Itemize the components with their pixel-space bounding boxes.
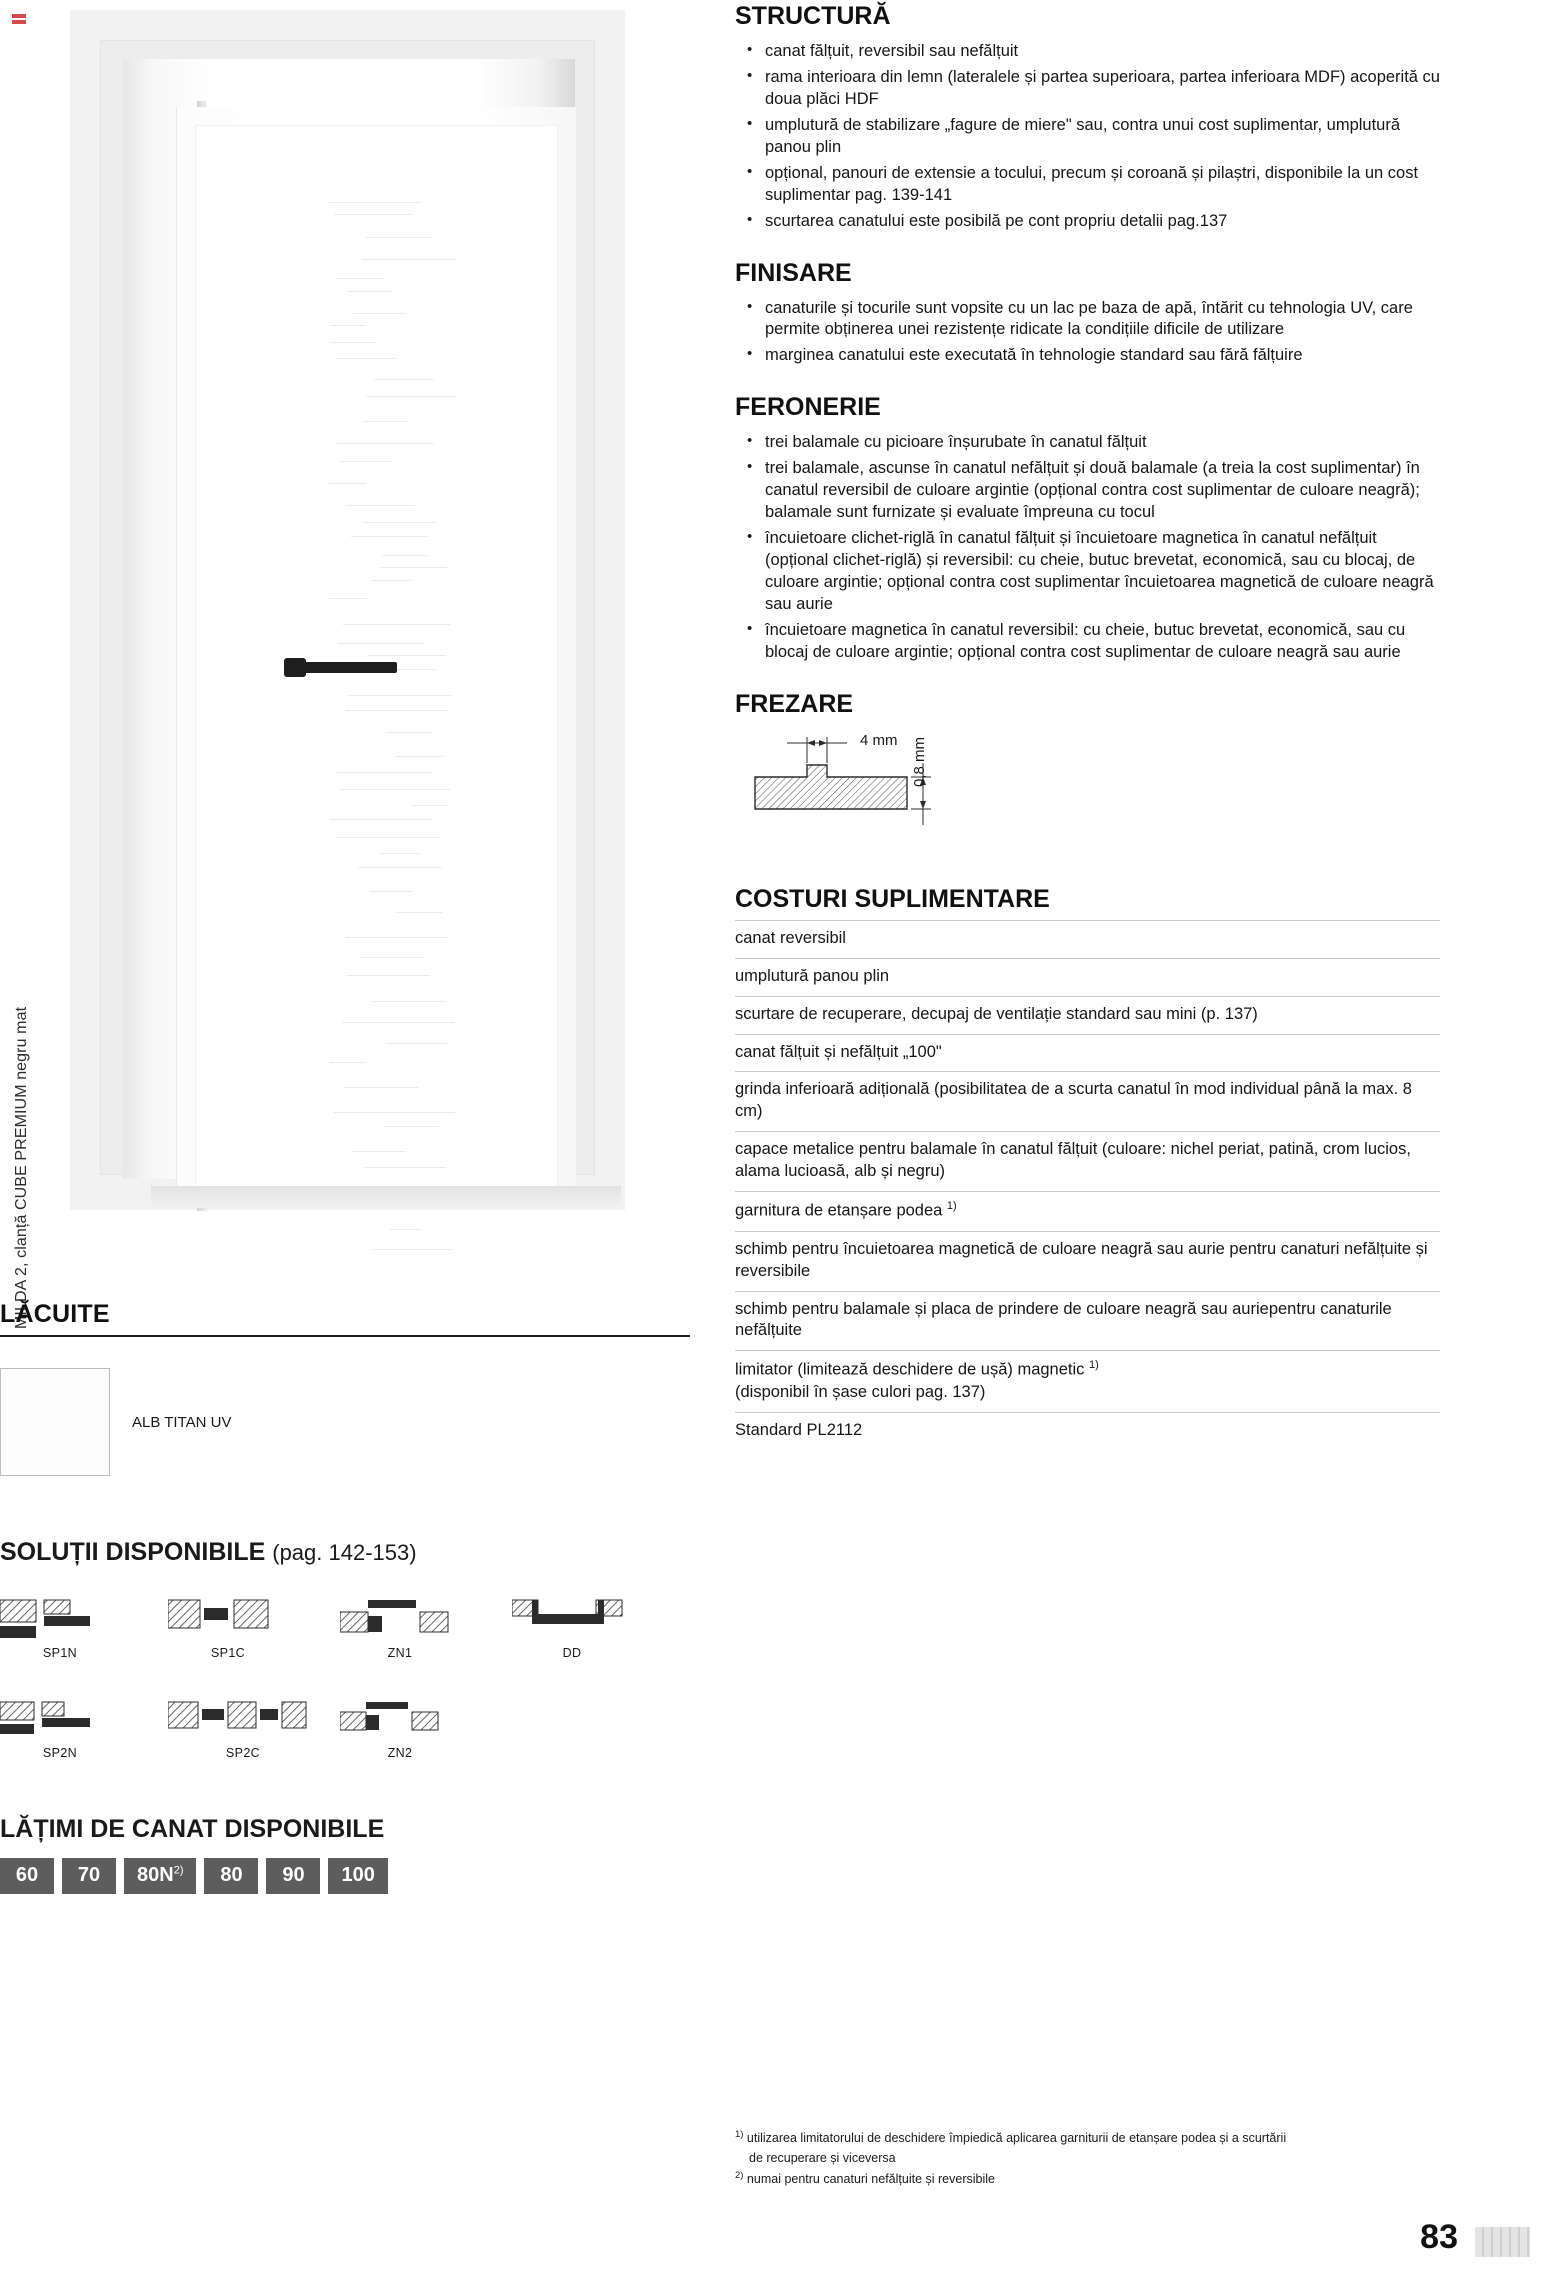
table-row (735, 1072, 1440, 1132)
color-swatch-alb-titan-uv (0, 1368, 110, 1476)
latimi-chip-80n-label: 80N (137, 1864, 174, 1886)
cost-row-text: schimb pentru încuietoarea magnetică de culoare neagră sau aurie pentru canaturi nefălțuite și reversibile (735, 1239, 1428, 1280)
latimi-chip-100-label: 100 (341, 1864, 375, 1886)
cost-row-text: limitator (limitează deschidere de ușă) magnetic (735, 1360, 1089, 1379)
cost-row-text: umplutură panou plin (735, 966, 890, 985)
latimi-chip-70-label: 70 (77, 1864, 101, 1886)
lacuite-title: LĂCUITE (0, 1300, 110, 1328)
latimi-chip-90-label: 90 (282, 1864, 305, 1886)
list-item: • marginea canatului este executată în tehnologie standard sau fără fălțuire (735, 345, 1440, 367)
structura-title: STRUCTURĂ (735, 2, 891, 30)
finisare-title: FINISARE (735, 258, 852, 287)
solution-sp2n (0, 1700, 120, 1760)
solution-zn2 (340, 1700, 460, 1760)
door-handle (302, 662, 397, 673)
footnote-1-text: utilizarea limitatorului de deschidere împiedică aplicarea garniturii de etanșare podea și a scurtării (743, 2131, 1287, 2146)
solutii-section (0, 1538, 690, 1567)
list-item: • opțional, panouri de extensie a tocului, precum și coroană și pilaștri, disponibile la un cost suplimentar pag. 139-141 (735, 163, 1440, 207)
color-swatch-label: ALB TITAN UV (132, 1413, 232, 1431)
solution-zn1 (340, 1596, 460, 1660)
solution-dd (512, 1596, 632, 1660)
table-row (735, 1292, 1440, 1352)
cost-row-text-second-line: (disponibil în șase culori pag. 137) (735, 1382, 986, 1401)
latimi-section (0, 1815, 690, 1894)
solution-zn2-diagram (340, 1700, 460, 1744)
list-item: • canat fălțuit, reversibil sau nefălțuit (735, 41, 1440, 63)
lacuite-section (0, 1300, 690, 1337)
left-column (0, 0, 715, 2279)
solutii-title-text: SOLUȚII DISPONIBILE (0, 1538, 266, 1566)
frezare-side-dimension: 0,8 mm (911, 736, 928, 787)
cost-row-text: capace metalice pentru balamale în canatul fălțuit (culoare: nichel periat, patină, crom lucios, alama lucioasă, alb și negru) (735, 1140, 1411, 1181)
lacuite-divider (0, 1335, 690, 1337)
right-column (735, 0, 1440, 1450)
lacuite-swatch-row (0, 1368, 231, 1476)
solutii-title-note: (pag. 142-153) (272, 1540, 417, 1565)
latimi-chip-100[interactable] (328, 1858, 387, 1894)
latimi-chip-80-label: 80 (220, 1864, 243, 1886)
solution-sp2c-label: SP2C (225, 1746, 261, 1760)
structura-list (735, 41, 1440, 233)
door-leaf (176, 107, 576, 1200)
cost-row-text: garnitura de etanșare podea (735, 1201, 947, 1220)
list-item: • încuietoare clichet-riglă în canatul fălțuit și încuietoare magnetica în canatul nefălțuit (opțional clichet-riglă) și reversibil: cu cheie, butuc brevetat, economică, sau cu blocaj, de culoare argintie; opțional contra cost suplimentar încuietoarea magnetică de culoare neagră sau aurie (735, 528, 1440, 616)
solutii-title (0, 1538, 690, 1567)
latimi-title: LĂȚIMI DE CANAT DISPONIBILE (0, 1815, 385, 1843)
solution-zn1-label: ZN1 (387, 1646, 413, 1660)
frezare-title: FREZARE (735, 689, 854, 718)
solutii-row-1 (0, 1596, 690, 1664)
table-row (735, 997, 1440, 1035)
cost-row-text: Standard PL2112 (735, 1420, 863, 1439)
latimi-chip-70[interactable] (62, 1858, 116, 1894)
latimi-chip-90[interactable] (266, 1858, 320, 1894)
door-image-caption: MILDA 2, clanță CUBE PREMIUM negru mat (13, 1006, 30, 1329)
footnote-2-text: numai pentru canaturi nefălțuite și reversibile (743, 2172, 995, 2187)
latimi-chip-60[interactable] (0, 1858, 54, 1894)
frezare-top-dimension: 4 mm (860, 731, 898, 749)
door-product-image (70, 10, 625, 1210)
footnote-1-marker: 1) (735, 2129, 744, 2140)
footnote-1-continued: de recuperare și viceversa (749, 2151, 896, 2166)
solution-sp2n-diagram (0, 1700, 120, 1744)
list-item: • rama interioara din lemn (lateralele și partea superioara, partea inferioara MDF) acoperită cu doua plăci HDF (735, 67, 1440, 111)
footnote-2-marker: 2) (735, 2170, 744, 2182)
solution-sp2c-diagram (168, 1700, 318, 1744)
costuri-section (735, 885, 1440, 1450)
solutii-row-2 (0, 1700, 690, 1768)
footnote-2 (735, 2169, 1435, 2188)
solution-sp1n-label: SP1N (42, 1646, 78, 1660)
latimi-chip-80[interactable] (204, 1858, 258, 1894)
table-row (735, 1413, 1440, 1450)
table-row (735, 1351, 1440, 1412)
frezare-diagram-wrapper (735, 729, 1440, 859)
list-item: • trei balamale, ascunse în canatul nefălțuit și două balamale (a treia la cost suplimentar) în canatul reversibil de culoare argintie (opțional contra cost suplimentar de culoare neagră); balamale sunt furnizate și evaluate împreuna cu tocul (735, 458, 1440, 524)
footnote-1 (735, 2128, 1435, 2147)
latimi-chip-60-label: 60 (15, 1864, 39, 1886)
door-outer-frame (100, 40, 595, 1175)
cost-row-text: grinda inferioară adițională (posibilitatea de a scurta canatul în mod individual până la max. 8 cm) (735, 1080, 1412, 1121)
list-item: • scurtarea canatului este posibilă pe cont propriu detalii pag.137 (735, 211, 1440, 233)
page-number: 83 (1420, 2218, 1458, 2256)
list-item: • umplutură de stabilizare „fagure de miere" sau, contra unui cost suplimentar, umplutură panou plin (735, 115, 1440, 159)
feronerie-list (735, 432, 1440, 663)
costuri-title: COSTURI SUPLIMENTARE (735, 884, 1050, 913)
footnotes (735, 2128, 1435, 2191)
door-texture-lines (327, 202, 457, 1252)
table-row (735, 1035, 1440, 1073)
table-row (735, 959, 1440, 997)
page-edge-marker (1475, 2227, 1530, 2257)
page-corner-marker (12, 14, 26, 24)
latimi-chip-80n-sup: 2) (173, 1864, 184, 1877)
cost-row-text: scurtare de recuperare, decupaj de ventilație standard sau mini (p. 137) (735, 1004, 1258, 1023)
solution-zn1-diagram (340, 1596, 460, 1644)
solution-sp1c-diagram (168, 1596, 288, 1644)
feronerie-title: FERONERIE (735, 393, 881, 422)
solution-dd-label: DD (562, 1646, 582, 1660)
list-item: • canaturile și tocurile sunt vopsite cu un lac pe baza de apă, întărit cu tehnologia UV, care permite obținerea unei rezistențe ridicate la condițiile dificile de utilizare (735, 298, 1440, 342)
solution-sp1n-diagram (0, 1596, 120, 1644)
door-casing (123, 59, 575, 1179)
cost-row-text: canat fălțuit și nefălțuit „100" (735, 1042, 942, 1061)
solution-zn2-label: ZN2 (387, 1746, 413, 1760)
cost-row-text: schimb pentru balamale și placa de prindere de culoare neagră sau auriepentru canaturile nefălțuite (735, 1299, 1392, 1340)
cost-row-text: canat reversibil (735, 928, 846, 947)
solution-dd-diagram (512, 1596, 632, 1644)
latimi-chip-list (0, 1858, 690, 1894)
door-floor-shadow (151, 1186, 621, 1208)
list-item: • încuietoare magnetica în canatul reversibil: cu cheie, butuc brevetat, economică, sau cu blocaj de culoare argintie; opțional contra cost suplimentar de culoare neagră sau aurie (735, 620, 1440, 664)
table-row (735, 1132, 1440, 1192)
solution-sp1c (168, 1596, 288, 1660)
solution-sp2c (168, 1700, 318, 1760)
cost-row-footnote-marker: 1) (946, 1200, 957, 1213)
table-row (735, 1232, 1440, 1292)
solution-sp1n (0, 1596, 120, 1660)
solution-sp2n-label: SP2N (42, 1746, 78, 1760)
table-row (735, 920, 1440, 959)
list-item: • trei balamale cu picioare înșurubate în canatul fălțuit (735, 432, 1440, 454)
solution-sp1c-label: SP1C (210, 1646, 246, 1660)
latimi-chip-80n[interactable] (124, 1858, 196, 1894)
table-row (735, 1192, 1440, 1231)
finisare-list (735, 298, 1440, 368)
cost-row-footnote-marker: 1) (1089, 1359, 1099, 1372)
